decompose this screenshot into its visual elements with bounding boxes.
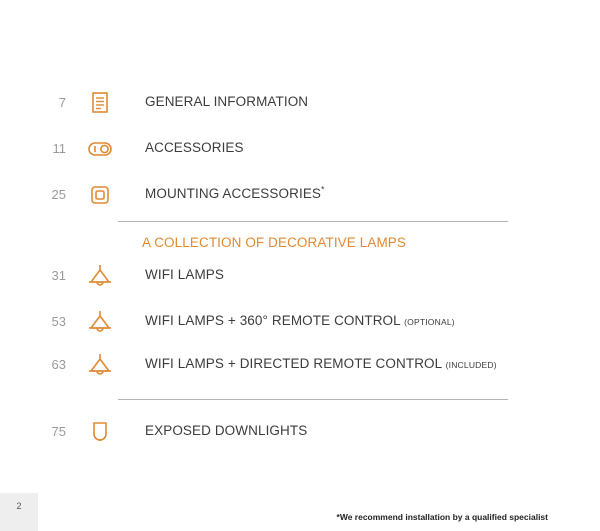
toc-label: GENERAL INFORMATION [145, 94, 309, 109]
pendant-lamp-icon [87, 309, 113, 335]
toc-label: MOUNTING ACCESSORIES* [145, 184, 325, 201]
divider [118, 221, 508, 222]
toc-label: WIFI LAMPS + 360° REMOTE CONTROL (OPTIONAL) [145, 313, 455, 328]
document-icon [87, 90, 113, 116]
pendant-lamp-icon [87, 263, 113, 289]
section-heading: A COLLECTION OF DECORATIVE LAMPS [142, 235, 407, 250]
asterisk-mark: * [321, 184, 325, 195]
page-number: 2 [16, 501, 22, 511]
toc-note: (OPTIONAL) [404, 317, 455, 327]
divider [118, 399, 508, 400]
toggle-switch-icon [87, 136, 113, 162]
toc-label: WIFI LAMPS [145, 267, 225, 282]
toc-item-general-information[interactable] [0, 90, 600, 116]
toc-item-wifi-lamps-360-remote[interactable] [0, 309, 600, 335]
toc-page-number: 53 [51, 314, 66, 329]
toc-item-accessories[interactable] [0, 136, 600, 162]
mounting-box-icon [87, 182, 113, 208]
toc-page-number: 63 [51, 357, 66, 372]
toc-page-number: 75 [51, 424, 66, 439]
toc-label: EXPOSED DOWNLIGHTS [145, 423, 308, 438]
toc-page-number: 31 [51, 268, 66, 283]
pendant-lamp-icon [87, 352, 113, 378]
toc-page-number: 11 [52, 141, 66, 156]
toc-item-exposed-downlights[interactable] [0, 419, 600, 445]
page-number-box [0, 493, 38, 531]
toc-page-number: 7 [58, 95, 66, 110]
toc-item-wifi-lamps-directed-remote[interactable] [0, 352, 600, 378]
downlight-icon [87, 419, 113, 445]
toc-item-wifi-lamps[interactable] [0, 263, 600, 289]
toc-item-mounting-accessories[interactable] [0, 182, 600, 208]
toc-label: ACCESSORIES [145, 140, 244, 155]
toc-note: (INCLUDED) [445, 360, 497, 370]
footnote: *We recommend installation by a qualified specialist [336, 512, 548, 522]
toc-label: WIFI LAMPS + DIRECTED REMOTE CONTROL (INCLUDED) [145, 356, 497, 371]
toc-page-number: 25 [51, 187, 66, 202]
